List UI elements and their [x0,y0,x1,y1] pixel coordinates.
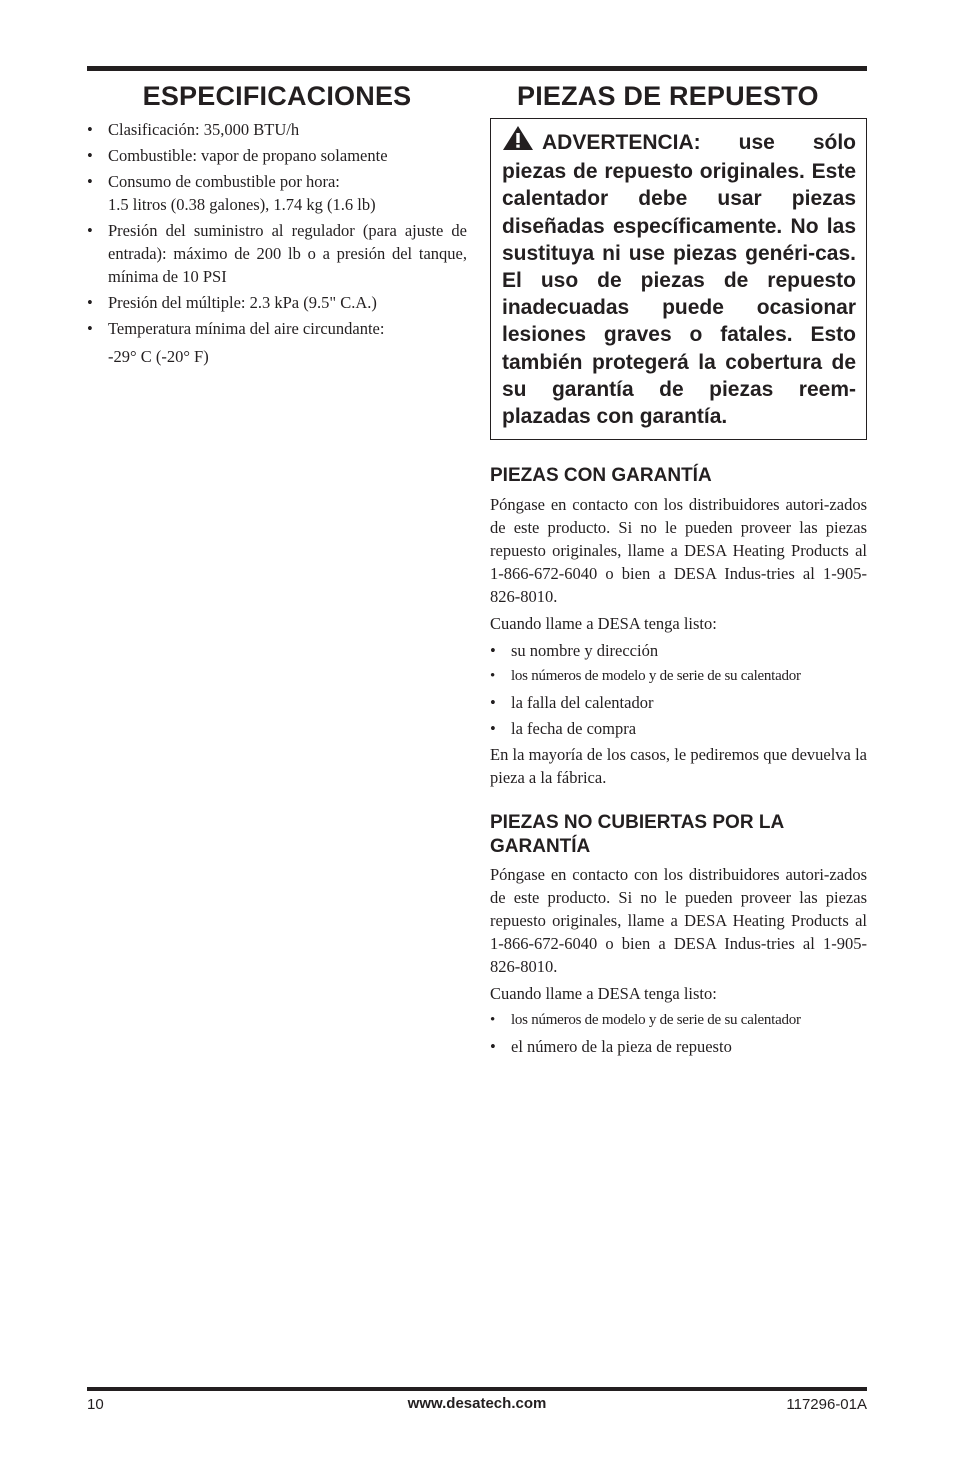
replacement-parts-title: PIEZAS DE REPUESTO [517,81,819,111]
warning-text: ADVERTENCIA: use sólo piezas de repuesto originales. Este calentador debe usar piezas diseñadas específicamente. No las sustituya ni use piezas genéri-cas. El uso de piezas de repuesto inadecuadas puede ocasionar lesiones graves o fatales. Esto también protegerá la cobertura de su garantía de piezas reem-plazadas con garantía. [502,131,856,429]
warranty-ready-text: Cuando llame a DESA tenga listo: [490,614,717,634]
warranty-parts-title: PIEZAS CON GARANTÍA [490,465,712,487]
non-warranty-contact-paragraph: Póngase en contacto con los distribuidores autori-zados de este producto. Si no le pueden proveer las piezas repuesto originales, llame a DESA Heating Products al 1-866-672-6040 o bien a DESA Indus-tries al 1-905-826-8010. [490,865,867,977]
list-item: • su nombre y dirección [490,641,659,661]
non-warranty-ready-list [490,1009,867,1058]
list-item: • los números de modelo y de serie de su calentador [490,668,801,685]
website-link[interactable]: www.desatech.com [407,1395,547,1412]
non-warranty-ready-text: Cuando llame a DESA tenga listo: [490,984,717,1004]
list-item: • el número de la pieza de repuesto [490,1037,732,1057]
spec-item: • Combustible: vapor de propano solamente [87,146,388,165]
list-item: • los números de modelo y de serie de su calentador [490,1012,801,1029]
return-part-paragraph: En la mayoría de los casos, le pediremos que devuelva la pieza a la fábrica. [490,745,867,788]
spec-item: • Temperatura mínima del aire circundante: -29° C (-20° F) [87,319,385,366]
warning-box [490,118,867,440]
bottom-rule [87,1387,867,1391]
spec-item: • Clasificación: 35,000 BTU/h [87,120,300,139]
list-item: • la falla del calentador [490,693,654,713]
warning-triangle-icon [502,125,534,158]
non-warranty-parts-title: PIEZAS NO CUBIERTAS POR LA GARANTÍA [490,812,784,858]
specifications-title: ESPECIFICACIONES [142,81,412,111]
replacement-parts-column [490,78,867,1061]
specifications-list [87,118,467,368]
warranty-ready-list [490,639,867,740]
page-number: 10 [87,1396,104,1413]
spec-item: • Presión del múltiple: 2.3 kPa (9.5" C.A.) [87,293,377,312]
spec-item: • Presión del suministro al regulador (para ajuste de entrada): máximo de 200 lb o a presión del tanque, mínima de 10 PSI [87,221,467,286]
list-item: • la fecha de compra [490,719,637,739]
specifications-column [87,78,467,371]
warranty-contact-paragraph: Póngase en contacto con los distribuidores autori-zados de este producto. Si no le pueden proveer las piezas repuesto originales, llame a DESA Heating Products al 1-866-672-6040 o bien a DESA Indus-tries al 1-905-826-8010. [490,495,867,607]
document-code: 117296-01A [786,1396,867,1413]
top-rule [87,66,867,71]
spec-item: • Consumo de combustible por hora: 1.5 litros (0.38 galones), 1.74 kg (1.6 lb) [87,172,376,214]
